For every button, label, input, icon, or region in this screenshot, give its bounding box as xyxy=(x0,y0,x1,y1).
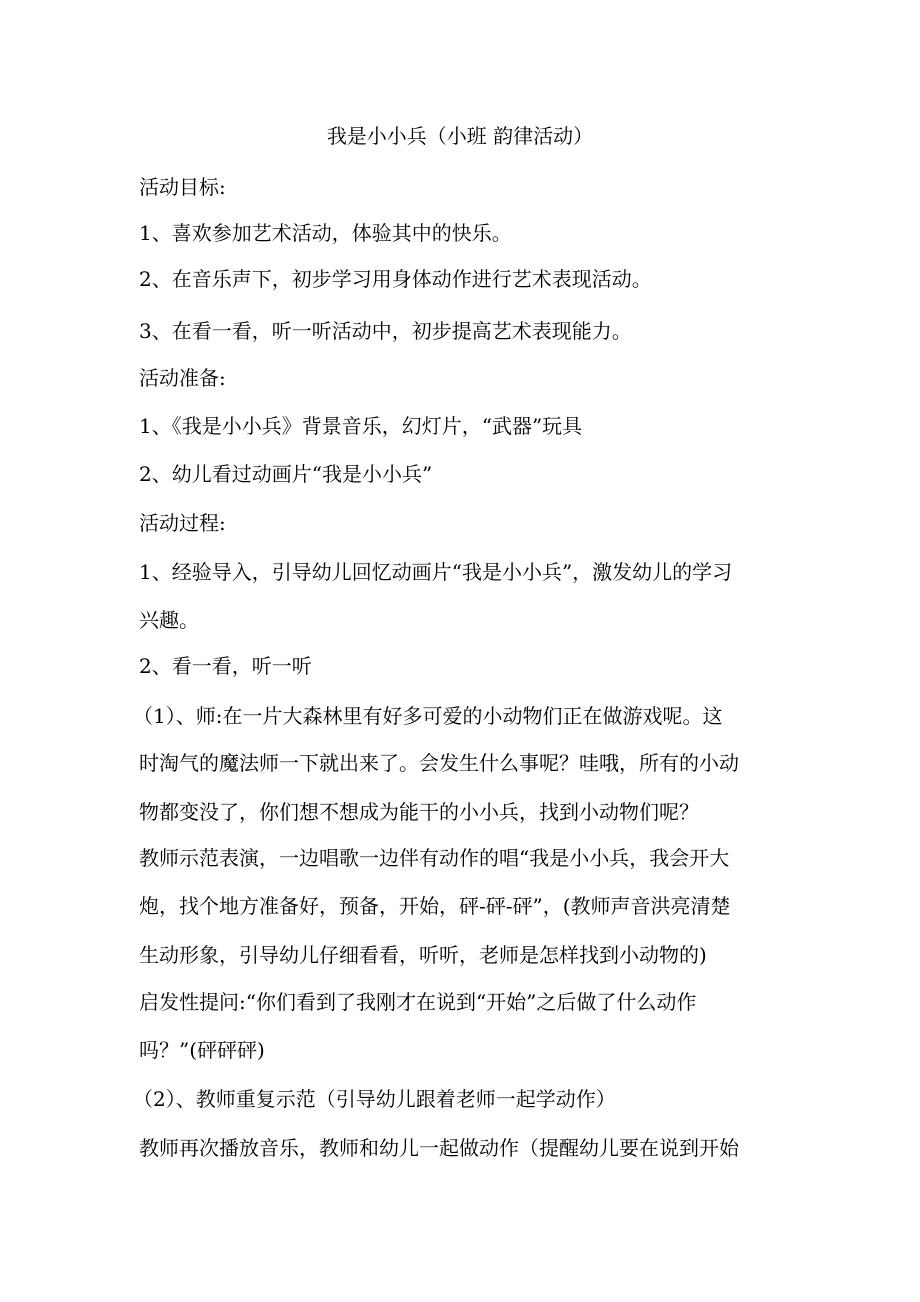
process-sub1-line1: （1）、师:在一片大森林里有好多可爱的小动物们正在做游戏呢。这 xyxy=(133,704,723,728)
process-sub1-line3: 物都变没了，你们想不想成为能干的小小兵，找到小动物们呢？ xyxy=(139,800,699,824)
process-step2: 2、看一看，听一听 xyxy=(139,654,312,678)
process-sub2: （2）、教师重复示范（引导幼儿跟着老师一起学动作） xyxy=(133,1087,616,1111)
demo-line2: 炮，找个地方准备好，预备，开始，砰-砰-砰”，(教师声音洪亮清楚 xyxy=(139,894,731,918)
process-step1-line1: 1、经验导入，引导幼儿回忆动画片“我是小小兵”，激发幼儿的学习 xyxy=(139,560,733,584)
prep-item-1: 1、《我是小小兵》背景音乐，幻灯片，“武器”玩具 xyxy=(139,414,583,438)
prep-item-2: 2、幼儿看过动画片“我是小小兵” xyxy=(139,462,433,486)
process-step1-line2: 兴趣。 xyxy=(139,608,199,632)
goals-heading: 活动目标: xyxy=(139,175,226,199)
demo-line1: 教师示范表演，一边唱歌一边伴有动作的唱“我是小小兵，我会开大 xyxy=(139,846,730,870)
process-heading: 活动过程: xyxy=(139,511,226,535)
demo-line3: 生动形象，引导幼儿仔细看看，听听，老师是怎样找到小动物的) xyxy=(139,943,707,967)
process-sub1-line2: 时淘气的魔法师一下就出来了。会发生什么事呢？哇哦，所有的小动 xyxy=(139,751,739,775)
goal-item-1: 1、喜欢参加艺术活动，体验其中的快乐。 xyxy=(139,221,512,245)
prep-heading: 活动准备: xyxy=(139,366,226,390)
goal-item-2: 2、在音乐声下，初步学习用身体动作进行艺术表现活动。 xyxy=(139,267,652,291)
document-title: 我是小小兵（小班 韵律活动） xyxy=(326,124,594,148)
question-line1: 启发性提问:“你们看到了我刚才在说到“开始”之后做了什么动作 xyxy=(139,990,697,1014)
repeat-line1: 教师再次播放音乐，教师和幼儿一起做动作（提醒幼儿要在说到开始 xyxy=(139,1136,739,1160)
question-line2: 吗？”(砰砰砰) xyxy=(139,1038,265,1062)
goal-item-3: 3、在看一看，听一听活动中，初步提高艺术表现能力。 xyxy=(139,319,632,343)
